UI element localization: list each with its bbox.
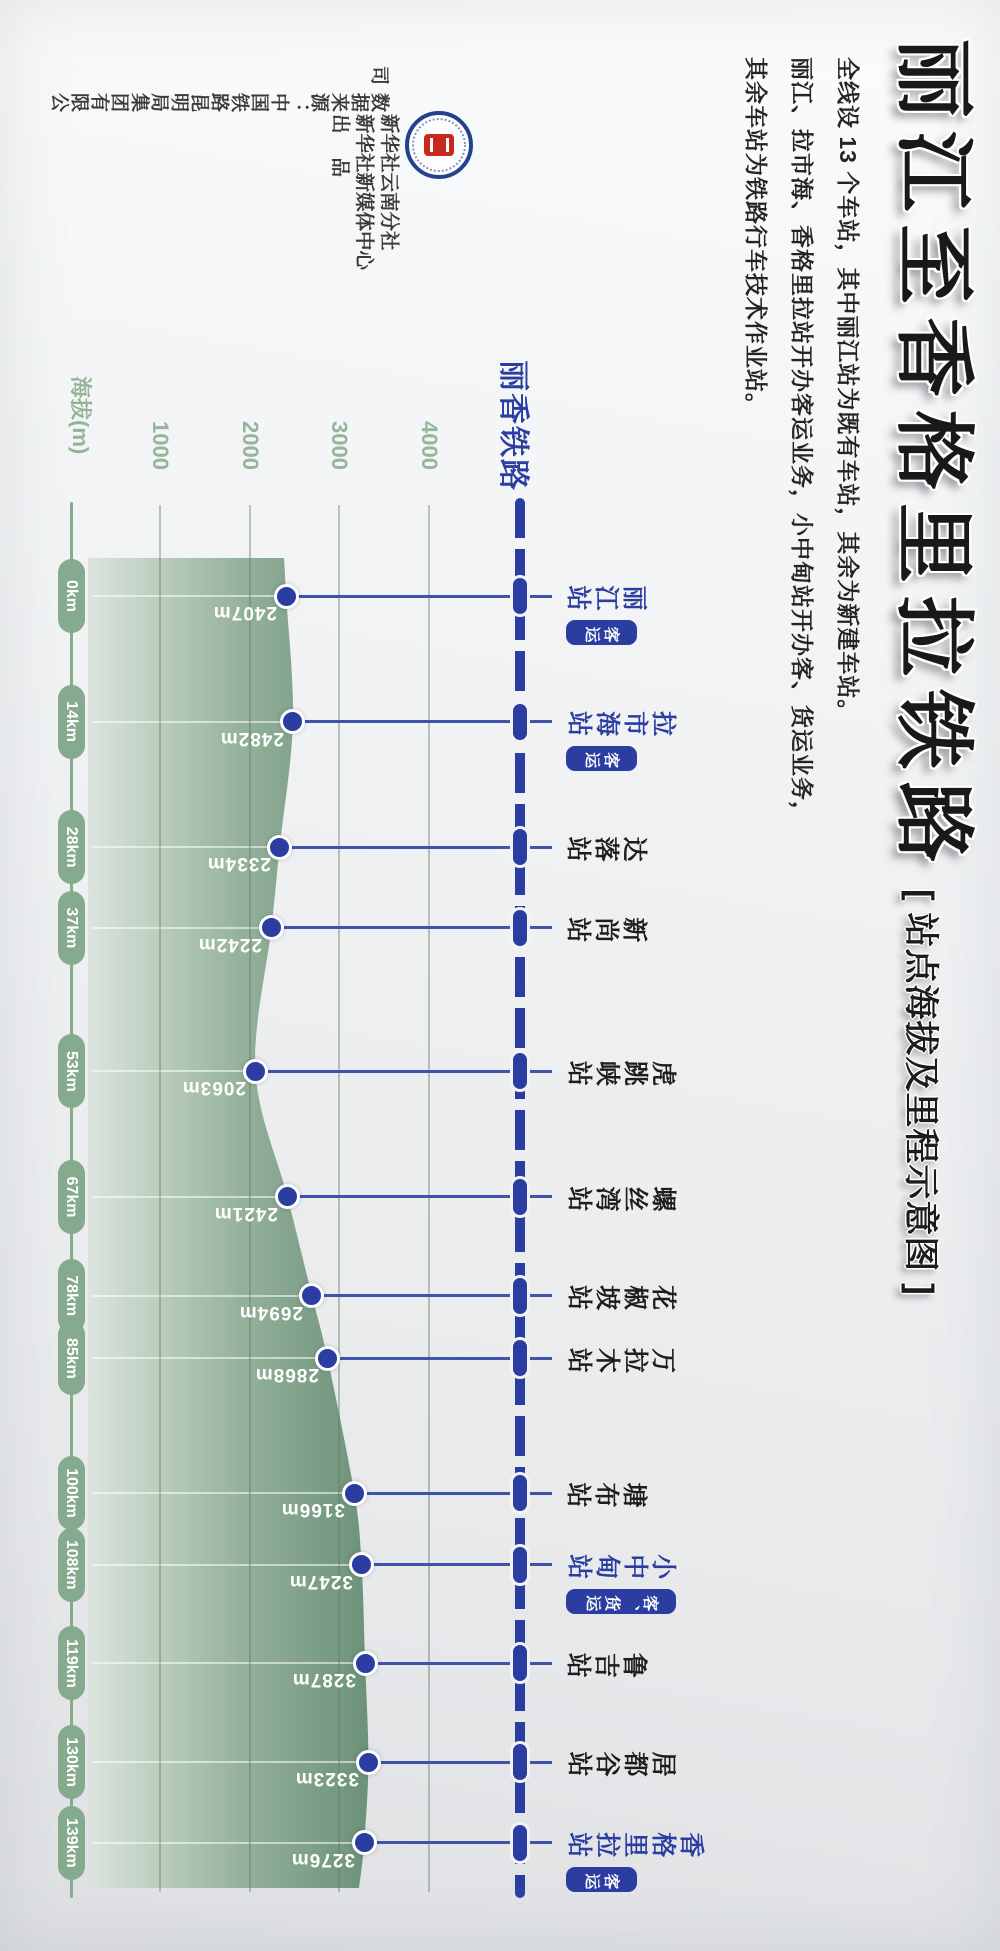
producer-line-3: 出品 <box>329 114 351 202</box>
connector-tail <box>92 1357 328 1359</box>
elevation-label: 3287m <box>291 1669 357 1691</box>
connector-tail <box>92 1070 255 1072</box>
station-marker <box>510 1642 530 1684</box>
elevation-dot <box>274 584 299 609</box>
elevation-dot <box>342 1481 367 1506</box>
elevation-label: 3247m <box>288 1570 353 1592</box>
station-marker <box>510 1275 530 1317</box>
station-marker <box>510 1050 530 1092</box>
elevation-label: 3323m <box>295 1768 360 1790</box>
connector-tail <box>92 927 271 929</box>
distance-pill: 53km <box>58 1034 85 1108</box>
service-badge-label: 客、货运 <box>583 1592 659 1610</box>
connector-tail <box>92 721 293 723</box>
elevation-label: 2694m <box>238 1301 303 1323</box>
data-source-note: 数据来源：中国铁路昆明局集团有限公司 <box>50 63 390 111</box>
station-name: 螺丝湾站 <box>564 1182 677 1211</box>
intro-line-3: 其余车站为铁路行车技术作业站。 <box>743 57 769 417</box>
service-badge-label: 客运 <box>582 1870 621 1888</box>
intro-line-2: 丽江、拉市海、香格里拉站开办客运业务，小中甸站开办客、货运业务， <box>789 57 815 825</box>
station-marker <box>510 1337 530 1379</box>
elevation-label: 2334m <box>206 853 271 875</box>
station-name: 新尚站 <box>564 913 649 942</box>
elevation-dot <box>356 1750 381 1775</box>
elevation-axis-title: 海拔(m) <box>68 376 93 455</box>
station-marker <box>510 907 530 949</box>
service-badge <box>566 1867 637 1892</box>
distance-pill: 119km <box>58 1626 85 1700</box>
connector-tail <box>92 1662 365 1664</box>
distance-pill: 37km <box>58 891 85 965</box>
service-badge <box>566 620 637 645</box>
distance-pill: 100km <box>58 1456 85 1530</box>
service-badge <box>566 746 637 771</box>
distance-pill: 0km <box>58 559 85 633</box>
elevation-label: 2407m <box>213 602 278 623</box>
station-name: 居都谷站 <box>564 1748 677 1777</box>
station-marker <box>510 826 530 868</box>
connector-tail <box>92 846 280 848</box>
elevation-dot <box>353 1651 378 1676</box>
connector-tail <box>92 595 286 597</box>
axis-tick-label-2000: 2000 <box>237 421 263 470</box>
station-marker <box>510 575 530 617</box>
distance-pill: 14km <box>58 685 85 759</box>
page-subtitle: [ 站点海拔及里程示意图 ] <box>901 889 941 1296</box>
connector-tail <box>92 1295 312 1297</box>
station-marker <box>510 1472 530 1514</box>
elevation-label: 2482m <box>219 727 284 749</box>
page-title: 丽江至香格里拉铁路 <box>887 38 981 875</box>
gridline-2000m <box>249 505 251 1892</box>
elevation-label: 2063m <box>182 1077 247 1099</box>
station-name: 拉市海站 <box>564 707 677 736</box>
intro-line-1: 全线设 13 个车站，其中丽江站为既有车站，其余为新建车站。 <box>835 57 861 724</box>
elevation-label: 3166m <box>281 1499 346 1520</box>
connector-line <box>255 1070 552 1073</box>
elevation-label: 2242m <box>198 933 263 955</box>
service-badge-label: 客运 <box>582 624 621 641</box>
elevation-label: 2868m <box>254 1364 319 1386</box>
distance-pill: 78km <box>58 1259 85 1333</box>
gridline-1000m <box>159 505 161 1892</box>
elevation-label: 2421m <box>214 1202 279 1224</box>
axis-tick-label-1000: 1000 <box>148 421 173 470</box>
station-marker <box>510 1822 530 1864</box>
station-name: 小中甸站 <box>564 1550 677 1579</box>
elevation-dot <box>352 1830 377 1855</box>
connector-tail <box>92 1842 364 1844</box>
station-marker <box>510 1176 530 1218</box>
gridline-4000m <box>428 505 430 1892</box>
station-name: 塘布站 <box>564 1479 649 1507</box>
distance-pill: 139km <box>58 1806 85 1880</box>
distance-pill: 67km <box>58 1160 85 1234</box>
distance-pill: 85km <box>58 1321 85 1395</box>
station-name: 达落站 <box>564 833 649 862</box>
axis-tick-label-4000: 4000 <box>417 421 443 470</box>
service-badge <box>566 1589 676 1614</box>
connector-tail <box>92 1196 288 1198</box>
distance-pill: 28km <box>58 810 85 884</box>
station-name: 鲁吉站 <box>564 1649 649 1678</box>
station-name: 花椒坡站 <box>564 1281 677 1310</box>
connector-tail <box>92 1492 354 1494</box>
station-name: 丽江站 <box>564 582 649 610</box>
station-name: 万拉木站 <box>564 1344 677 1373</box>
elevation-dot <box>243 1059 268 1084</box>
railway-name-label: 丽香铁路 <box>496 360 531 492</box>
station-name: 香格里拉站 <box>565 1828 705 1857</box>
station-name: 虎跳峡站 <box>564 1057 677 1086</box>
elevation-label: 3276m <box>291 1848 356 1870</box>
station-marker <box>510 701 530 743</box>
connector-tail <box>92 1564 362 1566</box>
axis-tick-label-3000: 3000 <box>327 421 353 470</box>
producer-line-2: 新华社新媒体中心 <box>353 114 376 271</box>
distance-pill: 108km <box>58 1528 85 1602</box>
station-marker <box>510 1741 530 1783</box>
distance-pill: 130km <box>58 1725 85 1799</box>
station-marker <box>510 1544 530 1586</box>
service-badge-label: 客运 <box>582 749 621 767</box>
connector-tail <box>92 1761 368 1763</box>
producer-line-1: 新华社云南分社 <box>378 114 400 251</box>
